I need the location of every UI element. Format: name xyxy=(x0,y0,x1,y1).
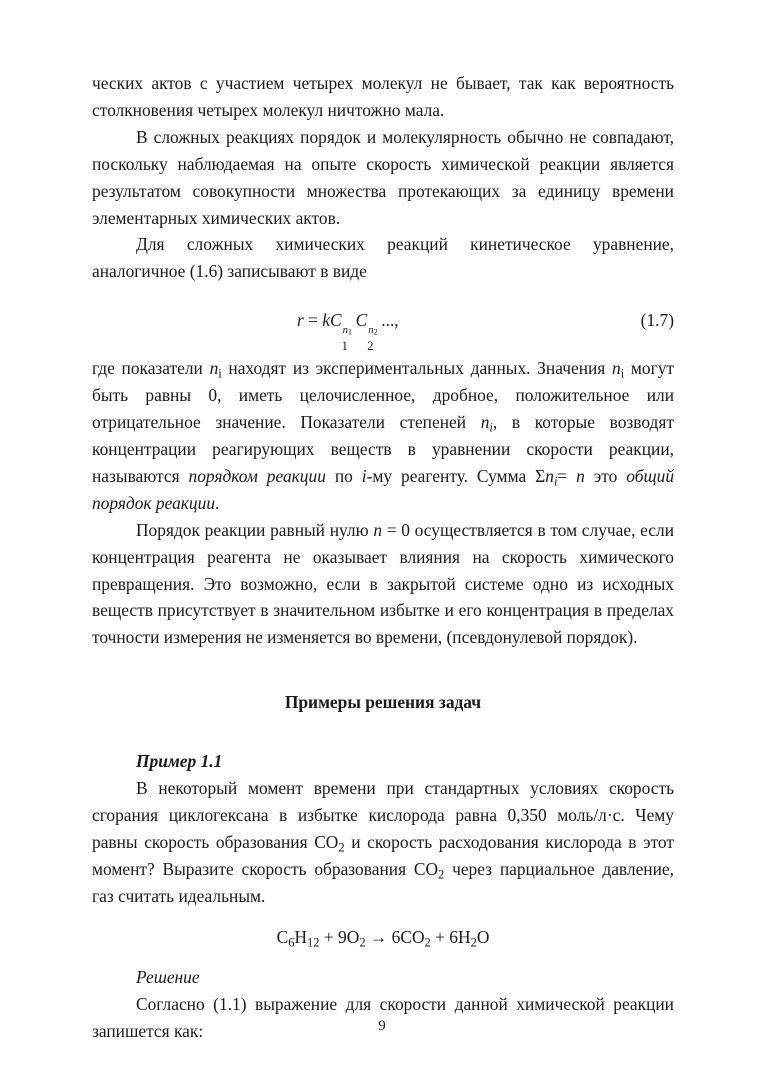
equation-number: (1.7) xyxy=(640,310,674,331)
solution-paragraph: Согласно (1.1) выражение для скорости данной химической реакции запишется как: xyxy=(92,994,674,1042)
paragraph-2: В сложных реакциях порядок и молекулярность обычно не совпадают, поскольку наблюдаемая на опыте скорость химической реакции является результатом совокупности множества протекающих за единицу времени элементарных химических актов. xyxy=(92,126,674,228)
rate-equation: r = kC 1 n1 C 2 n2 ..., xyxy=(297,310,399,354)
formula-1-7 xyxy=(92,298,674,354)
paragraph-4: где показатели $n_i$ находят из экспериментальных данных. Значения $n_i$ могут быть равны 0, иметь целочисленное, дробное, положительное или отрицательное значение. Показатели степеней $n_i$, в которые возводят концентрации реагирующих веществ в уравнении скорости реакции, называются порядком реакции по i-му реагенту. Сумма $\Sigma n_i= n$ это общий порядок реакции. xyxy=(92,358,675,513)
section-heading: Примеры решения задач xyxy=(284,692,482,713)
paragraph-3: Для сложных химических реакций кинетическое уравнение, аналогичное (1.6) записывают в виде xyxy=(92,234,674,282)
example-problem: В некоторый момент времени при стандартных условиях скорость сгорания циклогексана в избытке кислорода равна 0,350 моль/л·с. Чему равны скорость образования $CO_2$ и скорость расходования кислорода в этот момент? Выразите скорость образования $CO_2$ через парциальное давление, газ считать идеальным. xyxy=(92,778,674,906)
paragraph-5: Порядок реакции равный нулю n = 0 осуществляется в том случае, если концентрация реагента не оказывает влияния на скорость химического превращения. Это возможно, если в закрытой системе одно из исходных веществ присутствует в значительном избытке и его концентрация в пределах точности измерения не изменяется во времени, (псевдонулевой порядок). xyxy=(92,519,674,648)
page-number: 9 xyxy=(378,1018,386,1034)
paragraph-1: ческих актов с участием четырех молекул не бывает, так как вероятность столкновения четырех молекул ничтожно мала. xyxy=(92,73,674,120)
page-content xyxy=(92,70,674,1045)
example-title: Пример 1.1 xyxy=(136,751,223,772)
solution-heading: Решение xyxy=(136,967,200,988)
reaction-equation: $C_6H_{12} + 9O_2 \to 6CO_2 + 6H_2O$ xyxy=(276,926,490,950)
